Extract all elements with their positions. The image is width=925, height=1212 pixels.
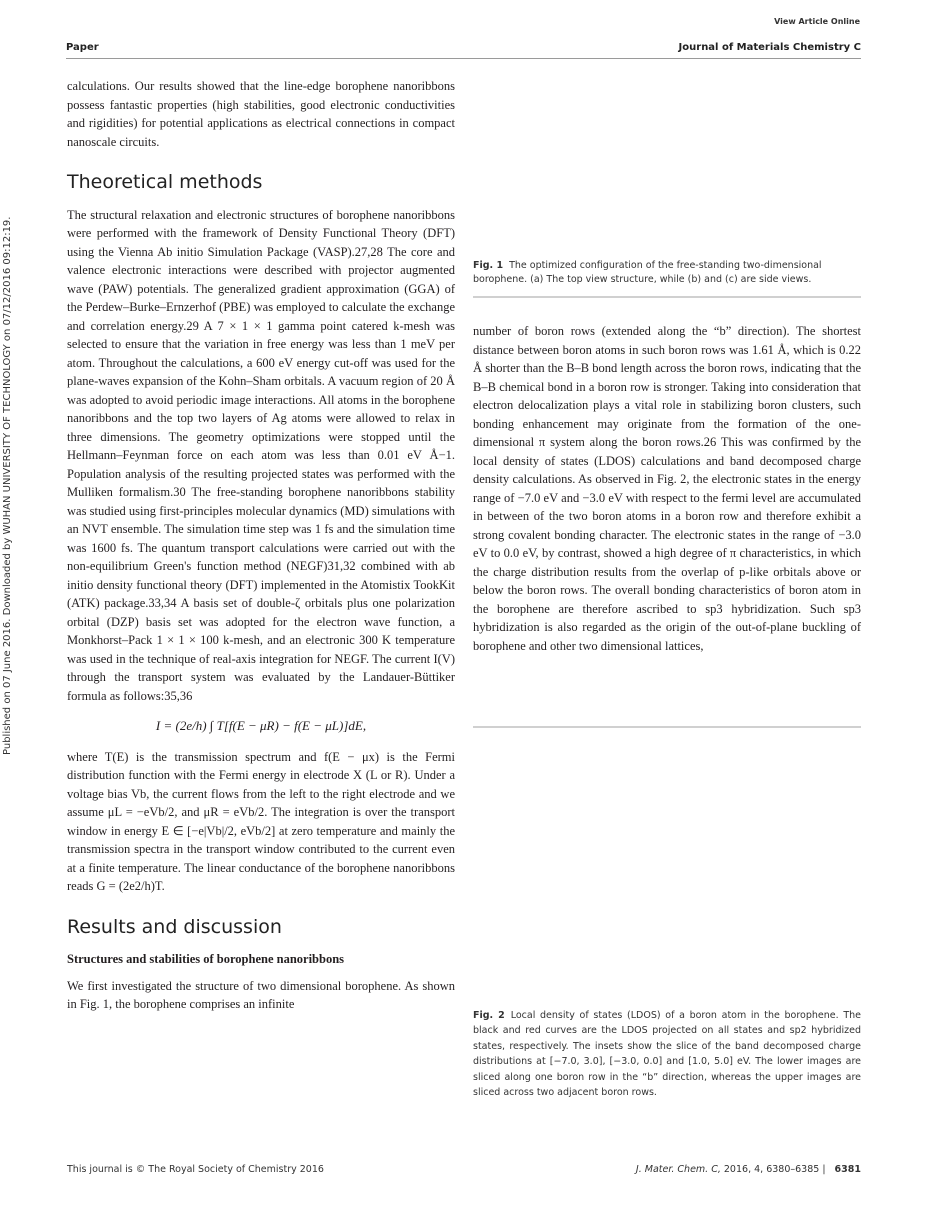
publication-side-note [2,175,14,755]
header-divider [66,58,861,59]
view-article-online-link[interactable]: View Article Online [774,17,860,26]
equation-explanation-paragraph: where T(E) is the transmission spectrum and f(E − μx) is the Fermi distribution function with the Fermi energy in electrode X (L or R). Under a voltage bias Vb, the current flows from the left to the right electrode and we assume μL = −eVb/2, and μR = eVb/2. The integration is over the transport window in energy E ∈ [−e|Vb|/2, eVb/2] at zero temperature and mainly the transmission spectra in the transport window contributed to the current even at a finite temperature. The linear conductance of the borophene nanoribbons reads G = (2e2/h)T. [67,749,455,893]
page-number: 6381 [834,1164,861,1175]
landauer-equation: I = (2e/h) ∫ T[f(E − μR) − f(E − μL)]dE, [155,718,367,733]
methods-paragraph: The structural relaxation and electronic structures of borophene nanoribbons were performed with the framework of Density Functional Theory (DFT) using the Vienna Ab initio Simulation Package (VASP).27,28 The core and valence electronic interactions were described with projector augmented wave (PAW) potentials. The generalized gradient approximation (GGA) of the Perdew–Burke–Ernzerhof (PBE) was employed to calculate the exchange and correlation energy.29 A 7 × 1 × 1 gamma point catered k-mesh was selected to ensure that the variation in free energy was less than 1 meV per atom. Throughout the calculations, a 600 eV energy cut-off was used for the plane-waves expansion of the Kohn–Sham orbitals. A vacuum region of 20 Å was adopted to avoid periodic image interactions. All atoms in the borophene nanoribbons and the top two layers of Ag atoms were allowed to relax in three dimensions. The geometry optimizations were stopped until the Hellmann–Feynman force on each atom was less than 0.01 eV Å−1. Population analysis of the resulting projected states was performed with the Mulliken formalism.30 The free-standing borophene nanoribbons stability was studied using first-principles molecular dynamics (MD) simulations with an NVT ensemble. The simulation time step was 1 fs and the simulation time was 1600 fs. The quantum transport calculations were carried out with the non-equilibrium Green's function method (NEGF)31,32 combined with ab initio density functional theory (DFT) implemented in the Atomistix TookKit (ATK) package.33,34 A basis set of double-ζ orbitals plus one polarization orbital (DZP) basis set was adopted for the electron wave function, a Monkhorst–Pack 1 × 1 × 100 k-mesh, and an electronic 300 K temperature was used in the technique of real-axis integration for NEGF. The current I(V) through the transport system was evaluated by the Landauer-Büttiker formula as follows:35,36 [67,207,455,703]
figure-2-divider [473,726,861,728]
right-body-paragraph: number of boron rows (extended along the “b” direction). The shortest distance between boron atoms in such boron rows was 1.61 Å, which is 0.22 Å shorter than the B–B bond length across the boron rows, indicating that the B–B chemical bond in a boron row is stronger. Taking into consideration that electron delocalization plays a vital role in stabilizing boron clusters, such bonding enhancement may originate from the formation of the one-dimensional π system along the boron rows.26 This was confirmed by the local density of states (LDOS) calculations and band decomposed charge density calculations. As observed in Fig. 2, the electronic states in the energy range of −7.0 eV and −3.0 eV with respect to the fermi level are accumulated in between of the two boron atoms in a boron row and therefore exhibit a strong covalent bonding character. The electronic states in the range of −3.0 eV to 0.0 eV, by contrast, showed a high degree of π characteristics, in which the charge distribution results from the overlap of p-like orbitals above or below the boron rows. The overall bonding characteristics of boron atom in the borophene are therefore ascribed to sp3 hybridization. Such sp3 hybridization is also regarded as the origin of the out-of-plane buckling of borophene and other two dimensional lattices, [473,324,861,653]
intro-paragraph: calculations. Our results showed that the line-edge borophene nanoribbons possess fantastic properties (high stabilities, good electronic conductivities and rigidities) for potential applications as electrical connections in compact nanoscale circuits. [67,79,455,149]
figure-2-caption [473,1008,861,1100]
footer-citation-details: 2016, 4, 6380–6385 | [723,1164,826,1175]
theoretical-methods-heading: Theoretical methods [67,171,263,193]
results-heading: Results and discussion [67,915,282,938]
figure-1-caption [473,259,861,287]
figure-1-caption-text: The optimized configuration of the free-standing two-dimensional borophene. (a) The top view structure, while (b) and (c) are side views. [473,260,822,285]
right-column [473,322,861,655]
figure-1-divider [473,296,861,298]
results-paragraph: We first investigated the structure of two dimensional borophene. As shown in Fig. 1, the borophene comprises an infinite [67,978,455,1011]
structures-subheading: Structures and stabilities of borophene nanoribbons [67,952,345,966]
figure-1-label: Fig. 1 [473,260,504,271]
figure-2-label: Fig. 2 [473,1010,505,1021]
left-column [67,77,455,1014]
footer-copyright: This journal is © The Royal Society of Chemistry 2016 [67,1164,324,1175]
figure-2-caption-text: Local density of states (LDOS) of a boron atom in the borophene. The black and red curves are the LDOS projected on all states and sp2 hybridized states, respectively. The insets show the slice of the band decomposed charge distributions at [−7.0, 3.0], [−3.0, 0.0] and [1.0, 5.0] eV. The lower images are sliced along one boron row in the “b” direction, whereas the upper images are sliced across two adjacent boron rows. [473,1010,861,1099]
paper-label: Paper [66,42,99,53]
side-note-text: Published on 07 June 2016. Downloaded by WUHAN UNIVERSITY OF TECHNOLOGY on 07/12/2016 09:12:19. [2,216,13,755]
footer-journal-ref: J. Mater. Chem. C, [635,1164,721,1175]
journal-title: Journal of Materials Chemistry C [678,42,861,53]
footer-citation [636,1164,861,1175]
